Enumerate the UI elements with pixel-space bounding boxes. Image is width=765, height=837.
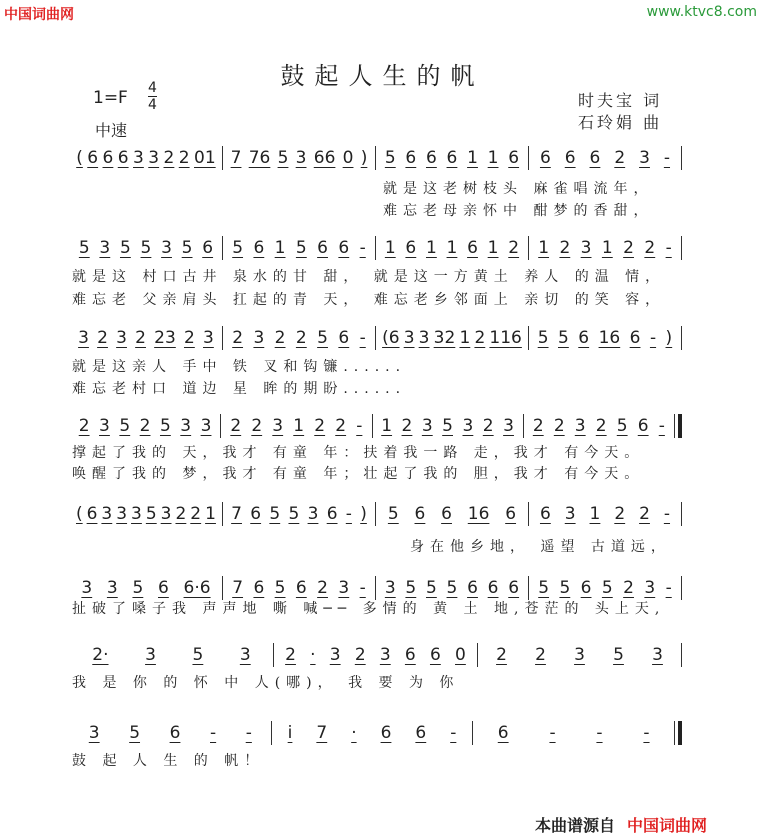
lyric-line: 撑起了我的 天，我才 有童 年：扶着我一路 走，我才 有今天。 — [72, 445, 645, 461]
note: 1 — [274, 238, 286, 258]
note: 01 — [194, 148, 216, 168]
note: 3 — [253, 328, 265, 348]
note: 2 — [595, 416, 607, 436]
barline — [674, 721, 675, 745]
measure — [70, 328, 222, 348]
note: 5 — [446, 578, 458, 598]
note: 2 — [232, 328, 244, 348]
note: 5 — [132, 578, 144, 598]
notation-row — [70, 414, 682, 438]
note: 6 — [578, 328, 590, 348]
note: 5 — [537, 328, 549, 348]
note: 3 — [145, 645, 156, 665]
note: 5 — [405, 578, 417, 598]
barline — [681, 236, 682, 260]
note: 3 — [574, 416, 586, 436]
note: 1 — [589, 504, 601, 524]
note: 1 — [293, 416, 305, 436]
note: 16 — [598, 328, 621, 348]
measure — [223, 238, 375, 258]
note: - — [596, 723, 603, 743]
note: 2 — [508, 238, 520, 258]
note: - — [549, 723, 556, 743]
note: 3 — [161, 238, 172, 258]
measure — [70, 578, 222, 598]
note: 7 — [230, 148, 242, 168]
note: 3 — [203, 328, 214, 348]
note: 1 — [487, 238, 499, 258]
note: 2 — [317, 578, 328, 598]
note: i — [287, 723, 293, 743]
note: 2 — [559, 238, 571, 258]
measure — [529, 148, 681, 168]
note: 3 — [503, 416, 514, 436]
lyric-line: 身在他乡地， 遥望 古道远， — [410, 539, 671, 555]
note: 5 — [317, 328, 328, 348]
note: 1 — [538, 238, 550, 258]
note: - — [359, 578, 366, 598]
measure — [274, 645, 477, 665]
note: 3 — [116, 328, 127, 348]
note: 6 — [405, 148, 417, 168]
note: 6 — [497, 723, 509, 743]
note: 5 — [277, 148, 289, 168]
note: 3 — [307, 504, 319, 524]
note: · — [351, 723, 357, 743]
note: 66 — [313, 148, 336, 168]
note: 7 — [232, 578, 244, 598]
measure — [524, 416, 674, 436]
note: 2 — [623, 238, 634, 258]
lyric-line: 就是这亲人 手中 铁 叉和钩镰...... — [72, 359, 407, 375]
note: 5 — [288, 504, 300, 524]
note: 2 — [535, 645, 546, 665]
lyric-line: 难忘老母亲怀中 酣梦的香甜， — [383, 203, 654, 219]
measure — [70, 504, 222, 524]
note: - — [245, 723, 252, 743]
note: 5 — [559, 578, 571, 598]
lyric-line: 难忘老村口 道边 星 眸的期盼...... — [72, 381, 407, 397]
note: 6 — [539, 504, 551, 524]
lyric-line: 就是这老树枝头 麻雀唱流年， — [383, 181, 654, 197]
note: 6 — [253, 578, 265, 598]
note: 2 — [623, 578, 634, 598]
note: - — [210, 723, 217, 743]
measure — [473, 723, 674, 743]
note: 6 — [589, 148, 601, 168]
final-barline — [678, 414, 682, 438]
note: 3 — [295, 148, 307, 168]
measure — [223, 328, 375, 348]
composer: 石玲娟 曲 — [578, 113, 663, 132]
note: 2 — [78, 416, 90, 436]
note: ( — [75, 504, 83, 524]
key-signature: 1=F — [93, 88, 128, 108]
note: 1 — [446, 238, 458, 258]
notation-row — [70, 502, 682, 526]
note: 2 — [644, 238, 656, 258]
note: 3 — [99, 238, 111, 258]
note: 5 — [129, 723, 141, 743]
note: 2 — [178, 148, 190, 168]
note: 6 — [87, 148, 99, 168]
note: 2 — [496, 645, 507, 665]
note: 23 — [154, 328, 176, 348]
measure — [223, 504, 375, 524]
note: 6 — [414, 504, 426, 524]
note: 6 — [380, 723, 392, 743]
note: 3 — [272, 416, 284, 436]
note: 5 — [538, 578, 550, 598]
note: 2 — [614, 504, 626, 524]
barline — [681, 643, 682, 667]
measure — [223, 148, 375, 168]
note: 6 — [629, 328, 641, 348]
note: 6 — [415, 723, 427, 743]
note: 6 — [158, 578, 169, 598]
note: 6 — [508, 148, 520, 168]
note: 5 — [613, 645, 624, 665]
note: (6 — [382, 328, 400, 348]
note: 2 — [183, 328, 195, 348]
note: 2 — [175, 504, 187, 524]
note: 6·6 — [183, 578, 211, 598]
note: 7 — [231, 504, 242, 524]
song-title: 鼓起人生的帆 — [280, 62, 485, 90]
note: · — [310, 645, 316, 665]
note: 2 — [614, 148, 626, 168]
site-watermark: 中国词曲网 — [4, 7, 74, 23]
note: 5 — [119, 238, 131, 258]
note: 6 — [295, 578, 307, 598]
note: 0 — [342, 148, 354, 168]
note: 2· — [92, 645, 109, 665]
note: - — [359, 238, 366, 258]
note: - — [663, 504, 671, 524]
lyric-line: 难忘老 父亲肩头 扛起的青 天， 难忘老乡邻面上 亲切 的笑 容， — [72, 292, 666, 308]
note: 3 — [160, 504, 172, 524]
note: 2 — [474, 328, 486, 348]
note: 2 — [163, 148, 175, 168]
lyric-line: 鼓 起 人 生 的 帆！ — [72, 753, 265, 769]
barline — [681, 326, 682, 350]
notation-row — [70, 721, 682, 745]
note: - — [649, 328, 657, 348]
note: 3 — [329, 645, 341, 665]
note: 1 — [467, 148, 478, 168]
notation-row — [70, 146, 682, 170]
note: 3 — [180, 416, 192, 436]
note: 5 — [616, 416, 628, 436]
tempo-marking: 中速 — [95, 121, 128, 140]
note: 5 — [232, 238, 244, 258]
note: 3 — [564, 504, 576, 524]
lyric-line: 我 是 你 的 怀 中 人(哪)， 我 要 为 你 — [72, 675, 460, 691]
note: 1 — [205, 504, 216, 524]
measure — [70, 148, 222, 168]
note: ) — [665, 328, 673, 348]
note: ) — [360, 148, 368, 168]
measure — [529, 238, 681, 258]
note: 3 — [81, 578, 93, 598]
note: 5 — [192, 645, 204, 665]
note: 6 — [253, 238, 265, 258]
note: 3 — [644, 578, 656, 598]
note: 2 — [135, 328, 146, 348]
note: 6 — [467, 238, 478, 258]
note: 3 — [101, 504, 113, 524]
measure — [376, 328, 528, 348]
note: 3 — [78, 328, 89, 348]
note: 6 — [441, 504, 452, 524]
lyric-line: 就是这 村口古井 泉水的甘 甜， 就是这一方黄土 养人 的温 情， — [72, 269, 666, 285]
measure — [529, 504, 681, 524]
note: 6 — [539, 148, 551, 168]
barline — [681, 576, 682, 600]
note: 6 — [429, 645, 441, 665]
barline — [681, 502, 682, 526]
note: 2 — [251, 416, 263, 436]
url-watermark: www.ktvc8.com — [646, 4, 757, 20]
note: 7 — [316, 723, 328, 743]
footer-source: 本曲谱源自 — [535, 816, 616, 835]
note: 3 — [384, 578, 396, 598]
note: 2 — [482, 416, 494, 436]
note: 2 — [274, 328, 286, 348]
note: 2 — [285, 645, 296, 665]
measure — [70, 723, 271, 743]
note: 32 — [433, 328, 456, 348]
measure — [223, 578, 375, 598]
note: 5 — [442, 416, 453, 436]
note: 6 — [580, 578, 592, 598]
note: 5 — [387, 504, 399, 524]
note: 5 — [425, 578, 437, 598]
note: 5 — [384, 148, 396, 168]
note: 3 — [88, 723, 100, 743]
note: - — [658, 416, 665, 436]
note: 5 — [558, 328, 569, 348]
time-signature — [148, 80, 157, 113]
note: 3 — [200, 416, 212, 436]
measure — [376, 504, 528, 524]
note: 16 — [467, 504, 490, 524]
note: 5 — [145, 504, 157, 524]
note: 3 — [116, 504, 128, 524]
note: - — [345, 504, 352, 524]
note: 6 — [425, 148, 437, 168]
measure — [529, 328, 681, 348]
note: 2 — [295, 328, 307, 348]
note: 2 — [532, 416, 544, 436]
note: 2 — [639, 504, 650, 524]
measure — [529, 578, 681, 598]
measure — [478, 645, 681, 665]
note: 3 — [580, 238, 592, 258]
notation-row — [70, 326, 682, 350]
note: 1 — [487, 148, 499, 168]
note: 6 — [169, 723, 181, 743]
note: 5 — [140, 238, 152, 258]
note: 6 — [467, 578, 478, 598]
note: 2 — [335, 416, 347, 436]
lyricist: 时夫宝 词 — [578, 91, 663, 110]
note: 5 — [78, 238, 90, 258]
note: ( — [76, 148, 83, 168]
note: 116 — [489, 328, 522, 348]
note: 0 — [455, 645, 466, 665]
note: 6 — [317, 238, 328, 258]
note: 2 — [354, 645, 366, 665]
note: 6 — [117, 148, 129, 168]
note: 6 — [508, 578, 520, 598]
note: 5 — [269, 504, 281, 524]
note: 1 — [601, 238, 613, 258]
note: 6 — [637, 416, 649, 436]
note: 76 — [248, 148, 271, 168]
note: 3 — [421, 416, 433, 436]
note: 2 — [97, 328, 108, 348]
note: 3 — [652, 645, 663, 665]
note: 6 — [564, 148, 576, 168]
notation-row — [70, 236, 682, 260]
note: 5 — [295, 238, 307, 258]
note: 6 — [338, 328, 350, 348]
note: 3 — [418, 328, 430, 348]
lyric-line: 唤醒了我的 梦，我才 有童 年；壮起了我的 胆，我才 有今天。 — [72, 466, 645, 482]
note: 6 — [86, 504, 98, 524]
measure — [221, 416, 371, 436]
note: 6 — [505, 504, 517, 524]
barline — [674, 414, 675, 438]
note: 6 — [202, 238, 214, 258]
note: 6 — [487, 578, 499, 598]
note: 2 — [190, 504, 202, 524]
footer — [535, 813, 707, 836]
note: - — [359, 328, 366, 348]
footer-site: 中国词曲网 — [627, 816, 708, 835]
note: 2 — [230, 416, 242, 436]
note: - — [663, 148, 671, 168]
measure — [70, 416, 220, 436]
notation-row — [70, 576, 682, 600]
time-bottom: 4 — [148, 97, 157, 113]
note: 2 — [401, 416, 413, 436]
note: 3 — [639, 148, 650, 168]
measure — [272, 723, 473, 743]
barline — [681, 146, 682, 170]
note: 2 — [553, 416, 565, 436]
note: 6 — [405, 238, 417, 258]
final-barline — [678, 721, 682, 745]
lyric-line: 扯破了嗓子我 声声地 嘶 喊── 多情的 黄 土 地,苍茫的 头上天, — [72, 601, 666, 617]
note: 3 — [403, 328, 415, 348]
measure — [376, 578, 528, 598]
note: 3 — [239, 645, 251, 665]
note: 1 — [381, 416, 393, 436]
note: 5 — [159, 416, 171, 436]
note: 5 — [601, 578, 613, 598]
note: 3 — [462, 416, 474, 436]
measure — [376, 148, 528, 168]
note: 6 — [326, 504, 338, 524]
note: - — [643, 723, 650, 743]
note: 5 — [274, 578, 286, 598]
note: 3 — [106, 578, 118, 598]
note: ) — [360, 504, 367, 524]
note: 3 — [133, 148, 144, 168]
note: 5 — [119, 416, 131, 436]
measure — [70, 238, 222, 258]
note: 5 — [181, 238, 193, 258]
note: 2 — [314, 416, 326, 436]
measure — [376, 238, 528, 258]
note: 6 — [250, 504, 262, 524]
measure — [70, 645, 273, 665]
note: - — [356, 416, 363, 436]
note: 3 — [338, 578, 350, 598]
note: 3 — [99, 416, 110, 436]
note: 2 — [139, 416, 151, 436]
note: 6 — [102, 148, 114, 168]
note: - — [450, 723, 457, 743]
note: - — [665, 578, 672, 598]
note: 3 — [148, 148, 160, 168]
note: 6 — [446, 148, 458, 168]
measure — [373, 416, 523, 436]
time-top: 4 — [148, 80, 157, 96]
notation-row — [70, 643, 682, 667]
note: 6 — [404, 645, 416, 665]
note: 3 — [131, 504, 142, 524]
note: - — [665, 238, 672, 258]
note: 1 — [384, 238, 396, 258]
note: 1 — [425, 238, 437, 258]
note: 6 — [338, 238, 350, 258]
note: 1 — [459, 328, 471, 348]
note: 3 — [574, 645, 585, 665]
note: 3 — [379, 645, 391, 665]
